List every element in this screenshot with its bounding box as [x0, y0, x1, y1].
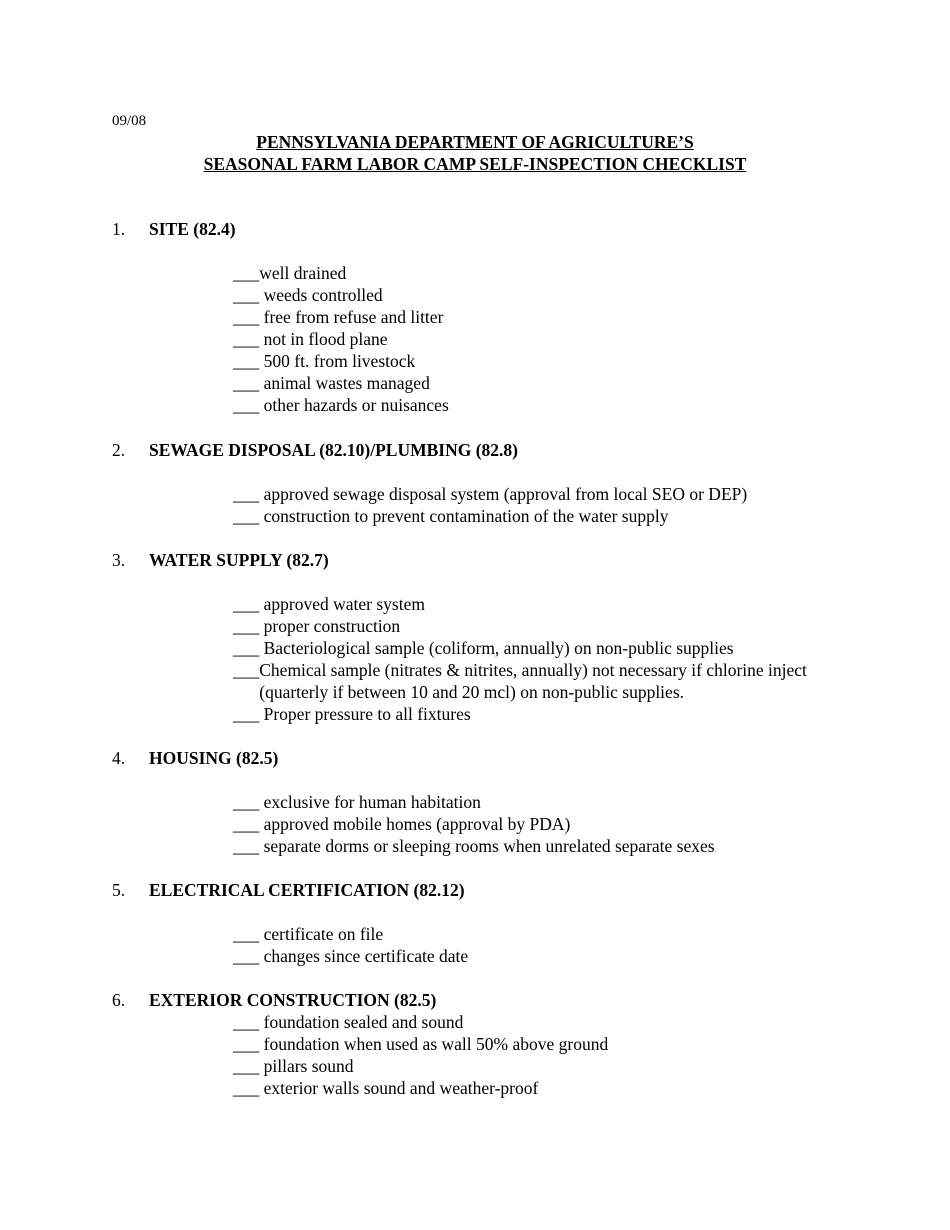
checkbox-blank[interactable]: ___: [233, 792, 260, 812]
document-title: [0, 131, 950, 175]
checklist-item[interactable]: [233, 394, 449, 416]
section-heading: WATER SUPPLY (82.7): [149, 550, 329, 570]
section-water-supply-items: [233, 593, 819, 725]
checklist-item-text: approved sewage disposal system (approval from local SEO or DEP): [259, 484, 748, 504]
checklist-item[interactable]: [233, 945, 468, 967]
checklist-item[interactable]: [233, 703, 819, 725]
checklist-item-text: pillars sound: [259, 1056, 354, 1076]
checklist-item[interactable]: [233, 328, 449, 350]
checklist-item[interactable]: [233, 284, 449, 306]
checklist-item-text: not in flood plane: [259, 329, 388, 349]
checkbox-blank[interactable]: ___: [233, 307, 260, 327]
section-site-items: [233, 262, 449, 416]
section-heading: ELECTRICAL CERTIFICATION (82.12): [149, 880, 465, 900]
document-date: 09/08: [112, 113, 147, 129]
section-housing-items: [233, 791, 715, 857]
checkbox-blank[interactable]: ___: [233, 1034, 260, 1054]
section-water-supply: [112, 549, 329, 571]
checklist-item-text: certificate on file: [259, 924, 384, 944]
section-heading: SITE (82.4): [149, 219, 236, 239]
checklist-item[interactable]: [233, 483, 747, 505]
checklist-item-text: 500 ft. from livestock: [259, 351, 416, 371]
checkbox-blank[interactable]: ___: [233, 946, 260, 966]
checklist-item[interactable]: [233, 372, 449, 394]
checklist-item-text: foundation sealed and sound: [259, 1012, 464, 1032]
section-exterior: [112, 989, 436, 1011]
checkbox-blank[interactable]: ___: [233, 484, 260, 504]
checklist-item-text: exclusive for human habitation: [259, 792, 481, 812]
checklist-item-text: Chemical sample (nitrates & nitrites, annually) not necessary if chlorine inject (quarterly if between 10 and 20 mcl) on non-public supplies.: [259, 660, 807, 702]
section-sewage-items: [233, 483, 747, 527]
section-sewage: [112, 439, 518, 461]
checklist-item-text: Proper pressure to all fixtures: [259, 704, 471, 724]
checklist-item[interactable]: [233, 923, 468, 945]
checklist-item[interactable]: [233, 1077, 608, 1099]
section-number: 4.: [112, 748, 126, 768]
checklist-item[interactable]: [233, 593, 819, 615]
checklist-item-text: animal wastes managed: [259, 373, 430, 393]
checkbox-blank[interactable]: ___: [233, 638, 260, 658]
checklist-item-text: Bacteriological sample (coliform, annually) on non-public supplies: [259, 638, 734, 658]
section-number: 2.: [112, 440, 126, 460]
checklist-item[interactable]: [233, 615, 819, 637]
section-exterior-items: [233, 1011, 608, 1099]
checklist-item-text: other hazards or nuisances: [259, 395, 449, 415]
checklist-item[interactable]: [233, 306, 449, 328]
checklist-item-text: exterior walls sound and weather-proof: [259, 1078, 539, 1098]
checklist-item[interactable]: [233, 835, 715, 857]
checkbox-blank[interactable]: ___: [233, 814, 260, 834]
section-number: 5.: [112, 880, 126, 900]
checkbox-blank[interactable]: ___: [233, 285, 260, 305]
checklist-item[interactable]: [233, 813, 715, 835]
checklist-item-text: construction to prevent contamination of the water supply: [259, 506, 669, 526]
section-electrical-items: [233, 923, 468, 967]
title-line-1: PENNSYLVANIA DEPARTMENT OF AGRICULTURE’S: [256, 132, 694, 152]
checklist-item-text: changes since certificate date: [259, 946, 469, 966]
checklist-item-text: separate dorms or sleeping rooms when unrelated separate sexes: [259, 836, 715, 856]
checklist-item[interactable]: [233, 1011, 608, 1033]
checkbox-blank[interactable]: ___: [233, 395, 260, 415]
section-site: [112, 218, 236, 240]
checklist-item[interactable]: [233, 1033, 608, 1055]
section-number: 6.: [112, 990, 126, 1010]
checkbox-blank[interactable]: ___: [233, 1078, 260, 1098]
checkbox-blank[interactable]: ___: [233, 263, 260, 283]
section-heading: SEWAGE DISPOSAL (82.10)/PLUMBING (82.8): [149, 440, 518, 460]
section-number: 1.: [112, 219, 126, 239]
checklist-item-text: foundation when used as wall 50% above ground: [259, 1034, 609, 1054]
section-number: 3.: [112, 550, 126, 570]
section-housing: [112, 747, 278, 769]
checkbox-blank[interactable]: ___: [233, 506, 260, 526]
checklist-item[interactable]: [233, 350, 449, 372]
checkbox-blank[interactable]: ___: [233, 1056, 260, 1076]
title-line-2: SEASONAL FARM LABOR CAMP SELF-INSPECTION CHECKLIST: [203, 154, 747, 174]
checkbox-blank[interactable]: ___: [233, 373, 260, 393]
checklist-item-text: weeds controlled: [259, 285, 383, 305]
checklist-item[interactable]: [233, 262, 449, 284]
checklist-item[interactable]: [233, 505, 747, 527]
checkbox-blank[interactable]: ___: [233, 1012, 260, 1032]
checkbox-blank[interactable]: ___: [233, 704, 260, 724]
checklist-item-text: approved water system: [259, 594, 425, 614]
checkbox-blank[interactable]: ___: [233, 594, 260, 614]
section-heading: HOUSING (82.5): [149, 748, 279, 768]
checkbox-blank[interactable]: ___: [233, 616, 260, 636]
checklist-item-text: proper construction: [259, 616, 401, 636]
checklist-item[interactable]: [233, 659, 819, 703]
checkbox-blank[interactable]: ___: [233, 836, 260, 856]
section-heading: EXTERIOR CONSTRUCTION (82.5): [149, 990, 437, 1010]
checklist-item-text: free from refuse and litter: [259, 307, 444, 327]
checklist-item-text: well drained: [259, 263, 347, 283]
checkbox-blank[interactable]: ___: [233, 660, 260, 680]
checklist-item[interactable]: [233, 637, 819, 659]
checklist-item[interactable]: [233, 791, 715, 813]
section-electrical: [112, 879, 465, 901]
checkbox-blank[interactable]: ___: [233, 351, 260, 371]
checkbox-blank[interactable]: ___: [233, 924, 260, 944]
checklist-item[interactable]: [233, 1055, 608, 1077]
checklist-item-text: approved mobile homes (approval by PDA): [259, 814, 571, 834]
checkbox-blank[interactable]: ___: [233, 329, 260, 349]
